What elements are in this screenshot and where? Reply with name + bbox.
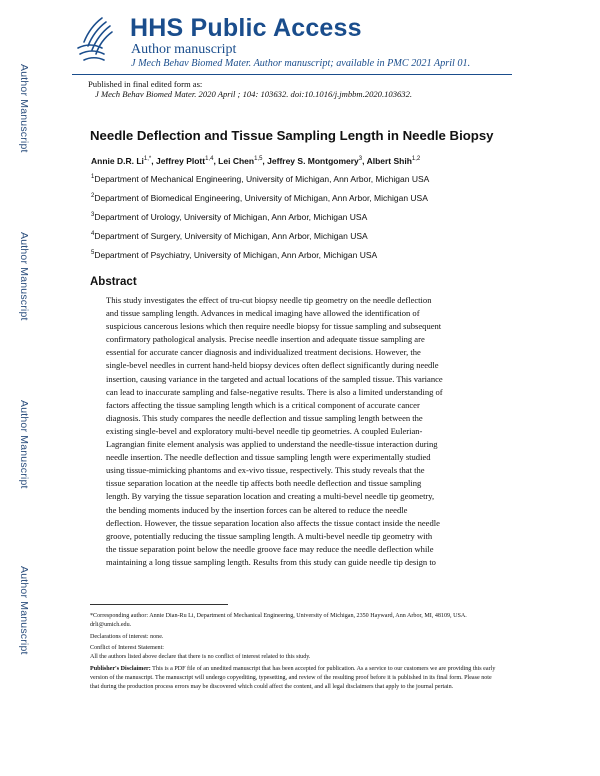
abstract-line: tissue separation location at the needle tip affects both needle deflection and tissue sampling xyxy=(106,478,422,489)
author-affiliation-marker: 1,2 xyxy=(411,156,421,163)
abstract-line: existing single-bevel and exploratory multi-bevel needle tip geometries. A coupled Eulerian- xyxy=(106,425,423,436)
abstract-line: can lead to inaccurate sampling and false-negative results. There is also a limited understanding of xyxy=(106,386,443,397)
header-divider xyxy=(72,74,512,75)
side-label-author-manuscript: Author Manuscript xyxy=(18,232,30,321)
abstract-line: length. By varying the tissue separation location and creating a multi-bevel needle tip geometry, xyxy=(106,491,435,502)
abstract-line: using tissue-mimicking phantoms and ex-vivo tissue, respectively. This study reveals that the xyxy=(106,465,425,476)
author-affiliation-marker: 1,* xyxy=(143,156,152,163)
affiliation-1: $^1$Department of Mechanical Engineering, University of Michigan, Ann Arbor, Michigan USA xyxy=(91,174,430,184)
abstract-line: factors affecting the tissue sampling length which is a critical component of accurate cancer xyxy=(106,399,420,410)
author-name: Albert Shih xyxy=(366,156,412,166)
abstract-line: Lagrangian finite element analysis was applied to understand the needle-tissue interaction during xyxy=(106,439,438,450)
abstract-line: deflection. However, the tissue separation location also affects the tissue contact inside the needle xyxy=(106,517,440,528)
author-affiliation-marker: 1,5 xyxy=(254,156,263,163)
abstract-heading: Abstract xyxy=(90,276,137,288)
abstract-line: and tissue sampling length. Advances in medical imaging have allowed the identification of xyxy=(106,308,420,319)
disclaimer-label: Publisher's Disclaimer: xyxy=(90,665,151,672)
header-subtitle: Author manuscript xyxy=(131,42,237,57)
abstract-line: insertion, causing variance in the targeted and actual locations of the sampled tissue. This variance xyxy=(106,373,443,384)
abstract-line: confirmatory pathological analysis. Precise needle insertion and adequate tissue sampling are xyxy=(106,334,425,345)
journal-availability-line: J Mech Behav Biomed Mater. Author manuscript; available in PMC 2021 April 01. xyxy=(131,58,471,69)
hhs-eagle-icon xyxy=(72,14,116,66)
footnotes xyxy=(90,612,500,694)
side-label-author-manuscript: Author Manuscript xyxy=(18,400,30,489)
abstract-line: groove, potentially reducing the tissue sampling length. A multi-bevel needle tip geometry with xyxy=(106,530,433,541)
abstract-line: maintaining a long tissue sampling length. Results from this study can guide needle tip design to xyxy=(106,556,436,567)
publisher-disclaimer xyxy=(90,665,500,691)
article-title: Needle Deflection and Tissue Sampling Length in Needle Biopsy xyxy=(90,128,494,143)
affiliation-3: $^3$Department of Urology, University of Michigan, Ann Arbor, Michigan USA xyxy=(91,212,368,222)
author-name: Jeffrey Plott xyxy=(155,156,206,166)
affiliation-2: $^2$Department of Biomedical Engineering, University of Michigan, Ann Arbor, Michigan USA xyxy=(91,193,428,203)
publication-citation: J Mech Behav Biomed Mater. 2020 April ; 104: 103632. doi:10.1016/j.jmbbm.2020.103632. xyxy=(95,89,413,99)
conflict-heading: Conflict of Interest Statement: xyxy=(90,645,164,652)
side-label-author-manuscript: Author Manuscript xyxy=(18,64,30,153)
abstract-line: needle insertion. The needle deflection and tissue sampling length were experimentally studied xyxy=(106,452,431,463)
author-affiliation-marker: 3 xyxy=(358,156,363,163)
abstract-line: single-bevel needles in current hand-held biopsy devices often deflect significantly during needle xyxy=(106,360,439,371)
footnote-divider xyxy=(90,604,228,605)
header-title: HHS Public Access xyxy=(130,14,362,42)
author-list: Annie D.R. $Li^{1,*}$, Jeffrey Plott$^{1,4}$, Lei Chen$^{1,5}$, Jeffrey S. Montgomery$^3$, Albert Shih$^{1,2}$ xyxy=(91,156,421,166)
side-label-author-manuscript: Author Manuscript xyxy=(18,566,30,655)
abstract-line: suspicious cancerous lesions which then require needle biopsy for tissue sampling and subsequent xyxy=(106,321,442,332)
disclaimer-text: This is a PDF file of an unedited manuscript that has been accepted for publication. As a service to our customers we are providing this early version of the manuscript. The manuscript will undergo copyediting, typesetting, and review of the resulting proof before it is published in its final form. Please note that during the production process errors may be discovered which could affect the content, and all legal disclaimers that apply to the journal pertain. xyxy=(90,665,496,690)
conflict-text: All the authors listed above declare that there is no conflict of interest related to this study. xyxy=(90,654,311,661)
affiliation-4: $^4$Department of Surgery, University of Michigan, Ann Arbor, Michigan USA xyxy=(91,231,368,241)
abstract-line: the tissue separation point below the needle groove face may reduce the needle deflection while xyxy=(106,543,434,554)
declarations-note: Declarations of interest: none. xyxy=(90,633,164,640)
abstract-line: diagnosis. This study compares the needle deflection and tissue sampling length between the xyxy=(106,412,423,423)
conflict-note xyxy=(90,644,500,662)
author-name: Annie D.R. Li xyxy=(91,156,144,166)
abstract-line: This study investigates the effect of tru-cut biopsy needle tip geometry on the needle deflection xyxy=(106,295,432,305)
author-name: Jeffrey S. Montgomery xyxy=(267,156,359,166)
corresponding-author-note: *Corresponding author: Annie Dian-Ru Li, Department of Mechanical Engineering, University of Michigan, 2350 Hayward, Ann Arbor, MI, 48109, USA. drli@umich.edu. xyxy=(90,613,467,628)
author-name: Lei Chen xyxy=(218,156,255,166)
abstract-body xyxy=(106,294,501,569)
abstract-line: the bending moments induced by the insertion forces can be altered to reduce the needle xyxy=(106,504,408,515)
author-affiliation-marker: 1,4 xyxy=(205,156,214,163)
published-label: Published in final edited form as: xyxy=(88,79,203,89)
affiliation-5: $^5$Department of Psychiatry, University of Michigan, Ann Arbor, Michigan USA xyxy=(91,250,378,260)
abstract-line: essential for accurate cancer diagnosis and individualized treatment decisions. However, the xyxy=(106,347,421,358)
